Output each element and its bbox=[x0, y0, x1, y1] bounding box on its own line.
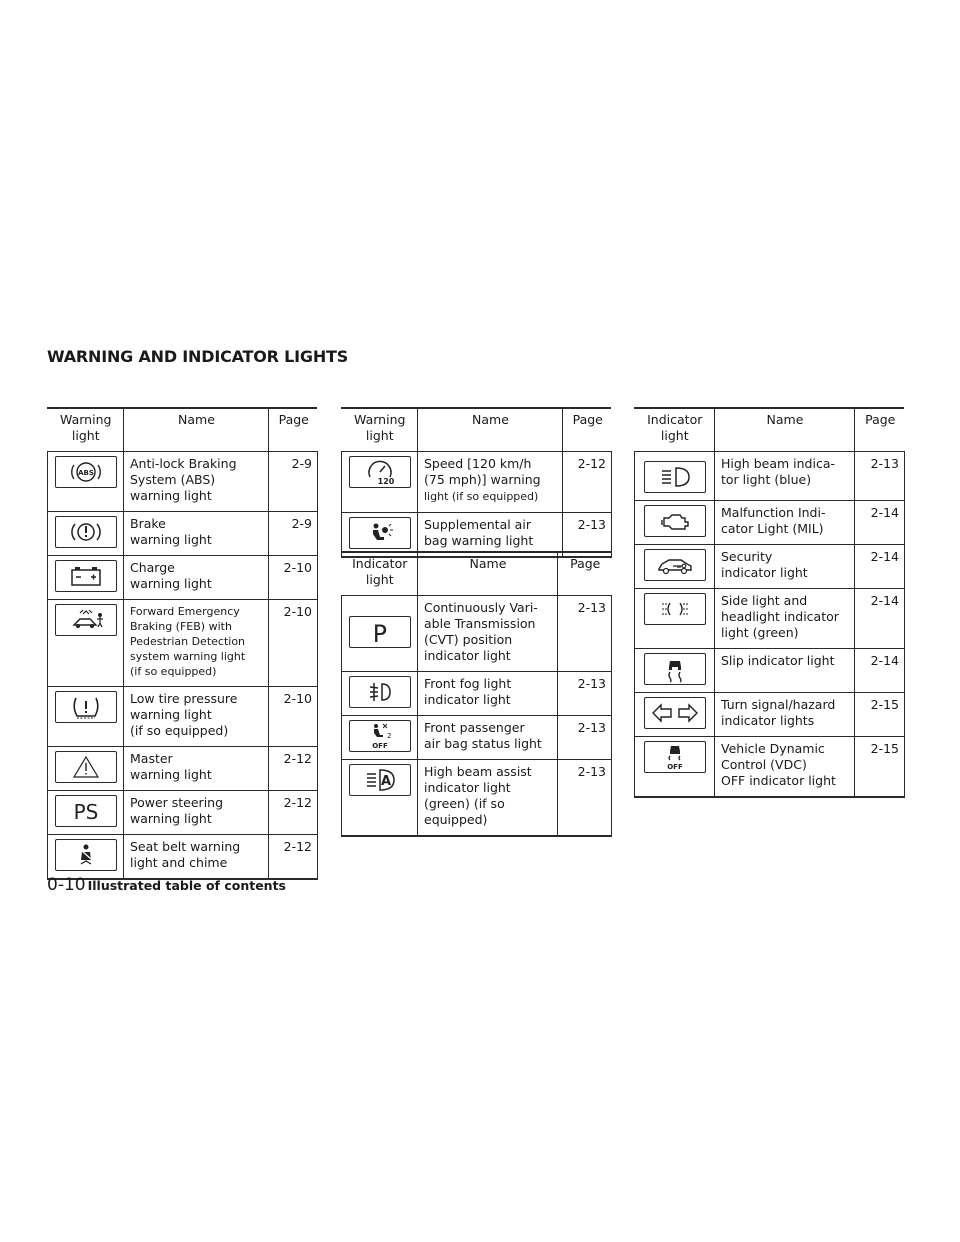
row-name: Supplemental air bag warning light bbox=[418, 513, 563, 558]
row-page: 2-15 bbox=[855, 693, 905, 737]
row-name bbox=[418, 452, 563, 513]
row-name: Seat belt warning light and chime bbox=[124, 835, 269, 880]
header-warning-light: Warning light bbox=[342, 408, 418, 452]
row-page: 2-14 bbox=[855, 589, 905, 649]
indicator-lights-table-1 bbox=[341, 552, 612, 837]
slip-icon bbox=[644, 653, 706, 685]
page-footer bbox=[47, 875, 286, 895]
row-name-small: light (if so equipped) bbox=[424, 490, 539, 503]
row-name: Master warning light bbox=[124, 747, 269, 791]
row-name: Malfunction Indi- cator Light (MIL) bbox=[715, 501, 855, 545]
table-row bbox=[48, 687, 318, 747]
row-page: 2-13 bbox=[558, 672, 612, 716]
table-row bbox=[48, 835, 318, 880]
row-name: Turn signal/hazard indicator lights bbox=[715, 693, 855, 737]
header-name: Name bbox=[715, 408, 855, 452]
warning-lights-table-1 bbox=[47, 408, 318, 880]
engine-check-icon bbox=[644, 505, 706, 537]
row-page: 2-15 bbox=[855, 737, 905, 798]
row-page: 2-9 bbox=[269, 512, 318, 556]
row-name: Security indicator light bbox=[715, 545, 855, 589]
cvt-position-icon bbox=[349, 616, 411, 648]
vdc-off-text: OFF bbox=[667, 763, 683, 771]
row-name: Side light and headlight indicator light (green) bbox=[715, 589, 855, 649]
row-page: 2-12 bbox=[563, 452, 612, 513]
header-page: Page bbox=[563, 408, 612, 452]
row-name: Front passenger air bag status light bbox=[418, 716, 558, 760]
row-page: 2-12 bbox=[269, 835, 318, 880]
row-name: Brake warning light bbox=[124, 512, 269, 556]
row-page: 2-10 bbox=[269, 556, 318, 600]
forward-emergency-braking-icon bbox=[55, 604, 117, 636]
row-page: 2-14 bbox=[855, 649, 905, 693]
speed-icon-text: 120 bbox=[377, 477, 395, 486]
header-warning-light: Warning light bbox=[48, 408, 124, 452]
row-page: 2-10 bbox=[269, 687, 318, 747]
row-page: 2-12 bbox=[269, 791, 318, 835]
turn-signal-icon bbox=[644, 697, 706, 729]
table-row bbox=[635, 501, 905, 545]
table-row bbox=[48, 556, 318, 600]
battery-icon bbox=[55, 560, 117, 592]
high-beam-icon bbox=[644, 461, 706, 493]
header-page: Page bbox=[855, 408, 905, 452]
row-page: 2-14 bbox=[855, 545, 905, 589]
footer-title: Illustrated table of contents bbox=[87, 878, 286, 893]
table-row bbox=[342, 452, 612, 513]
vdc-off-icon bbox=[644, 741, 706, 773]
brake-icon bbox=[55, 516, 117, 548]
table-row bbox=[635, 737, 905, 798]
table-row bbox=[48, 747, 318, 791]
header-page: Page bbox=[558, 552, 612, 596]
row-page: 2-10 bbox=[269, 600, 318, 687]
security-icon bbox=[644, 549, 706, 581]
abs-icon bbox=[55, 456, 117, 488]
tire-pressure-icon bbox=[55, 691, 117, 723]
airbag-icon bbox=[349, 517, 411, 549]
header-indicator-light: Indicator light bbox=[635, 408, 715, 452]
speed-warning-icon bbox=[349, 456, 411, 488]
row-page: 2-14 bbox=[855, 501, 905, 545]
row-name-main: Speed [120 km/h (75 mph)] warning bbox=[424, 456, 541, 487]
row-page: 2-9 bbox=[269, 452, 318, 512]
table-row bbox=[342, 672, 612, 716]
row-page: 2-13 bbox=[558, 596, 612, 672]
row-name: Charge warning light bbox=[124, 556, 269, 600]
master-warning-icon bbox=[55, 751, 117, 783]
section-title: WARNING AND INDICATOR LIGHTS bbox=[47, 347, 349, 366]
header-indicator-light: Indicator light bbox=[342, 552, 418, 596]
row-name: Forward Emergency Braking (FEB) with Pedestrian Detection system warning light (if so equipped) bbox=[124, 600, 269, 687]
row-page: 2-13 bbox=[855, 452, 905, 501]
header-name: Name bbox=[124, 408, 269, 452]
header-name: Name bbox=[418, 552, 558, 596]
header-name: Name bbox=[418, 408, 563, 452]
row-page: 2-13 bbox=[563, 513, 612, 558]
side-light-icon bbox=[644, 593, 706, 625]
row-name: Slip indicator light bbox=[715, 649, 855, 693]
row-page: 2-13 bbox=[558, 760, 612, 837]
row-page: 2-12 bbox=[269, 747, 318, 791]
abs-icon-text: ABS bbox=[78, 469, 94, 477]
cvt-icon-text: P bbox=[372, 620, 388, 647]
passenger-airbag-off-icon bbox=[349, 720, 411, 752]
row-name: Power steering warning light bbox=[124, 791, 269, 835]
row-name: Low tire pressure warning light (if so equipped) bbox=[124, 687, 269, 747]
table-row bbox=[635, 545, 905, 589]
table-row bbox=[635, 589, 905, 649]
row-page: 2-13 bbox=[558, 716, 612, 760]
indicator-lights-table-2 bbox=[634, 408, 905, 798]
table-row bbox=[635, 452, 905, 501]
power-steering-icon bbox=[55, 795, 117, 827]
row-name: Anti-lock Braking System (ABS) warning light bbox=[124, 452, 269, 512]
table-row bbox=[635, 649, 905, 693]
power-steering-icon-text: PS bbox=[73, 800, 99, 824]
row-name: Vehicle Dynamic Control (VDC) OFF indicator light bbox=[715, 737, 855, 798]
table-row bbox=[48, 600, 318, 687]
table-row bbox=[48, 791, 318, 835]
row-name: Front fog light indicator light bbox=[418, 672, 558, 716]
table-row bbox=[48, 452, 318, 512]
header-page: Page bbox=[269, 408, 318, 452]
table-row bbox=[635, 693, 905, 737]
table-row bbox=[342, 596, 612, 672]
passenger-airbag-off-text: OFF bbox=[372, 742, 388, 750]
front-fog-icon bbox=[349, 676, 411, 708]
warning-lights-table-2 bbox=[341, 408, 612, 558]
row-name: High beam assist indicator light (green) (if so equipped) bbox=[418, 760, 558, 837]
high-beam-assist-icon-text: A bbox=[380, 774, 392, 789]
table-row bbox=[48, 512, 318, 556]
table-row bbox=[342, 716, 612, 760]
row-name: Continuously Vari- able Transmission (CVT) position indicator light bbox=[418, 596, 558, 672]
table-row bbox=[342, 760, 612, 837]
high-beam-assist-icon bbox=[349, 764, 411, 796]
row-name: High beam indica- tor light (blue) bbox=[715, 452, 855, 501]
page-number: 0-10 bbox=[47, 875, 86, 895]
seat-belt-icon bbox=[55, 839, 117, 871]
airbag-number-text: 2 bbox=[387, 732, 392, 740]
